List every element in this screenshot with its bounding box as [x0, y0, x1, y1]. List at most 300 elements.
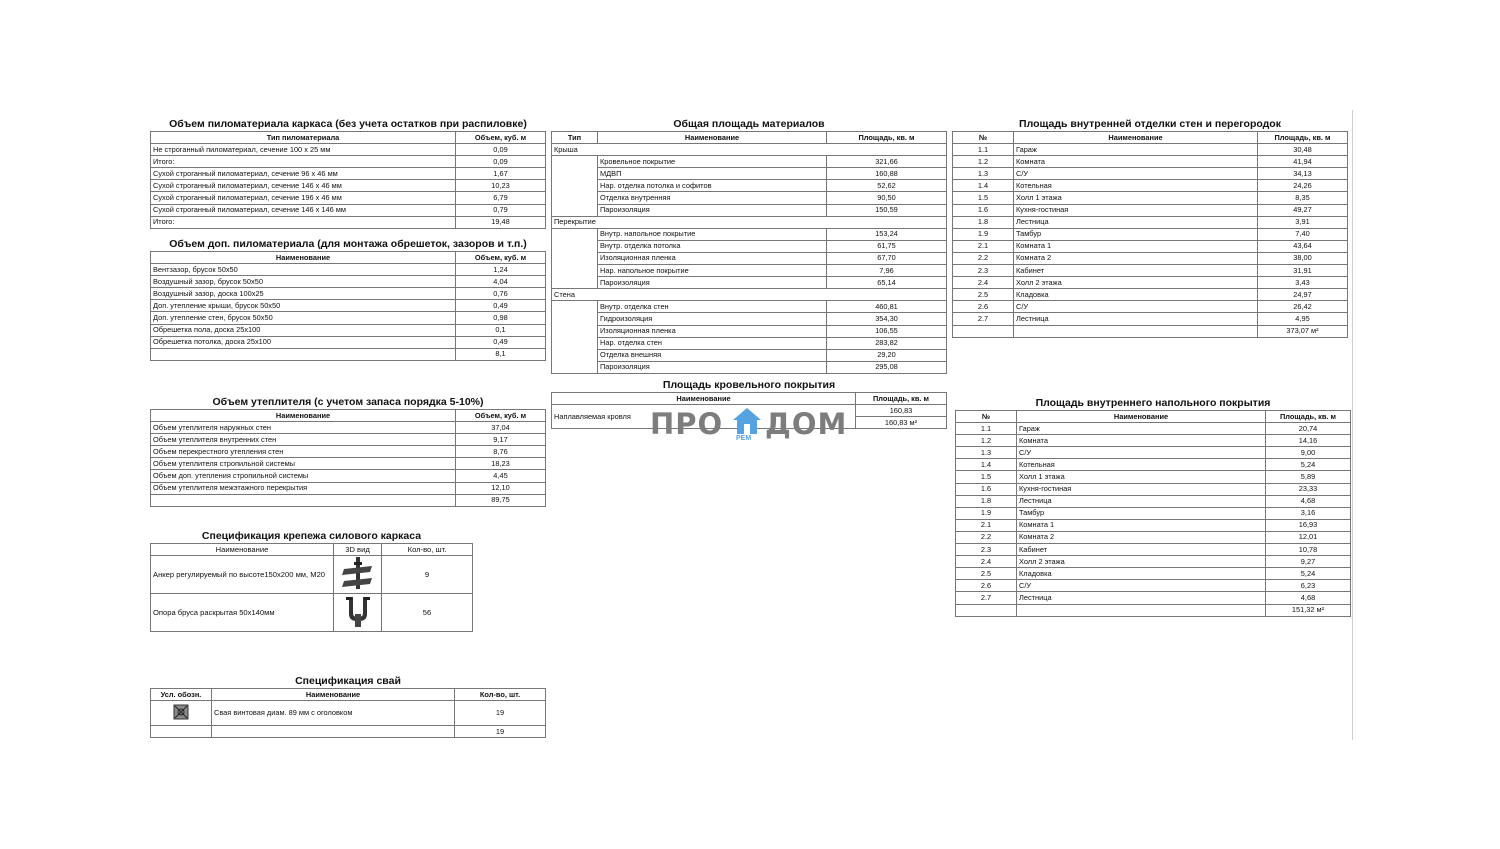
room-area: 3,43 [1258, 277, 1348, 289]
room-area: 41,94 [1258, 156, 1348, 168]
material-name: Внутр. отделка потолка [598, 240, 827, 252]
row-label: Объем утеплителя наружных стен [151, 422, 456, 434]
header-cell: Наименование [151, 544, 334, 556]
adjustable-anchor-icon [334, 556, 382, 594]
row-value: 12,10 [456, 482, 546, 494]
room-name: Лестница [1014, 313, 1258, 325]
room-name: Кухня-гостиная [1014, 204, 1258, 216]
wall-finish-section [952, 118, 1348, 338]
table-row [151, 276, 546, 288]
total-row [151, 348, 546, 360]
lumber-title: Объем пиломатериала каркаса (без учета остатков при распиловке) [169, 118, 527, 130]
material-area: 354,30 [827, 313, 947, 325]
table-row [953, 228, 1348, 240]
room-area: 4,68 [1266, 592, 1351, 604]
room-area: 34,13 [1258, 168, 1348, 180]
room-name: Комната [1017, 435, 1266, 447]
fastener-name: Анкер регулируемый по высоте150х200 мм, М20 [151, 556, 334, 594]
table-row [552, 301, 947, 313]
materials-table [551, 131, 947, 374]
header-cell: Наименование [212, 689, 455, 701]
row-value: 0,09 [456, 156, 546, 168]
fastener-name: Опора бруса раскрытая 50х140мм [151, 594, 334, 632]
row-value: 1,24 [456, 264, 546, 276]
extra-lumber-table [150, 251, 546, 361]
room-area: 3,91 [1258, 216, 1348, 228]
table-row [956, 544, 1351, 556]
room-number: 2.2 [956, 531, 1017, 543]
room-name: Комната 1 [1014, 240, 1258, 252]
row-label: Объем перекрестного утепления стен [151, 446, 456, 458]
material-name: Изоляционная пленка [598, 252, 827, 264]
roofing-value: 160,83 [856, 405, 947, 417]
table-row [956, 592, 1351, 604]
table-row [552, 361, 947, 373]
header-cell: Наименование [552, 393, 856, 405]
total-value: 8,1 [456, 348, 546, 360]
material-area: 7,96 [827, 265, 947, 277]
room-number: 1.1 [956, 423, 1017, 435]
header-cell: Наименование [598, 132, 827, 144]
table-row [953, 252, 1348, 264]
material-area: 160,88 [827, 168, 947, 180]
piles-title: Спецификация свай [295, 675, 401, 687]
table-row [552, 228, 947, 240]
pile-qty: 19 [455, 701, 546, 726]
page-border-line [1352, 110, 1353, 740]
material-area: 283,82 [827, 337, 947, 349]
material-name: Отделка внутренняя [598, 192, 827, 204]
room-number: 2.3 [956, 544, 1017, 556]
table-row [956, 435, 1351, 447]
insulation-title: Объем утеплителя (с учетом запаса порядка 5-10%) [212, 396, 484, 408]
materials-section [551, 118, 947, 374]
room-area: 3,16 [1266, 507, 1351, 519]
room-number: 1.9 [956, 507, 1017, 519]
table-row [953, 216, 1348, 228]
header-cell: 3D вид [334, 544, 382, 556]
prodom-watermark-logo [650, 403, 850, 445]
table-row [552, 252, 947, 264]
extra-lumber-section [150, 238, 546, 361]
table-row [953, 313, 1348, 325]
room-number: 1.1 [953, 144, 1014, 156]
material-name: Кровельное покрытие [598, 156, 827, 168]
room-area: 5,24 [1266, 568, 1351, 580]
table-header [552, 132, 947, 144]
group-type: Перекрытие [552, 216, 598, 228]
room-name: С/У [1014, 168, 1258, 180]
material-name: Внутр. отделка стен [598, 301, 827, 313]
fasteners-table [150, 543, 473, 632]
room-name: С/У [1014, 301, 1258, 313]
room-number: 1.3 [953, 168, 1014, 180]
extra-lumber-title: Объем доп. пиломатериала (для монтажа обрешеток, зазоров и т.п.) [169, 238, 527, 250]
table-row [552, 168, 947, 180]
room-area: 26,42 [1258, 301, 1348, 313]
total-value: 151,32 м² [1266, 604, 1351, 616]
room-number: 2.1 [956, 519, 1017, 531]
room-name: Комната 2 [1017, 531, 1266, 543]
row-label: Доп. утепление стен, брусок 50х50 [151, 312, 456, 324]
watermark-text-left: ПРО [650, 407, 724, 441]
pile-name: Свая винтовая диам. 89 мм с оголовком [212, 701, 455, 726]
row-value: 0,09 [456, 144, 546, 156]
room-name: Комната [1014, 156, 1258, 168]
row-label: Объем доп. утепления стропильной системы [151, 470, 456, 482]
header-cell: Тип пиломатериала [151, 132, 456, 144]
table-row [953, 168, 1348, 180]
total-row [151, 156, 546, 168]
table-header [151, 410, 546, 422]
table-row [151, 470, 546, 482]
room-name: Лестница [1014, 216, 1258, 228]
header-cell: Площадь, кв. м [827, 132, 947, 144]
room-number: 1.5 [956, 471, 1017, 483]
room-name: Холл 2 этажа [1014, 277, 1258, 289]
room-number: 2.5 [956, 568, 1017, 580]
wall-finish-table [952, 131, 1348, 338]
material-name: Внутр. напольное покрытие [598, 228, 827, 240]
table-row [956, 459, 1351, 471]
table-row [151, 324, 546, 336]
room-name: Кладовка [1017, 568, 1266, 580]
total-value: 373,07 м² [1258, 325, 1348, 337]
table-row [953, 144, 1348, 156]
row-value: 4,04 [456, 276, 546, 288]
row-value: 0,79 [456, 204, 546, 216]
table-row [151, 192, 546, 204]
table-row [151, 422, 546, 434]
material-area: 52,62 [827, 180, 947, 192]
table-row [151, 144, 546, 156]
header-cell: Площадь, кв. м [856, 393, 947, 405]
row-value: 0,76 [456, 288, 546, 300]
room-area: 9,00 [1266, 447, 1351, 459]
total-row [151, 216, 546, 228]
table-row [151, 264, 546, 276]
room-area: 49,27 [1258, 204, 1348, 216]
table-row [552, 265, 947, 277]
material-name: Нар. отделка потолка и софитов [598, 180, 827, 192]
total-value: 89,75 [456, 494, 546, 506]
material-area: 106,55 [827, 325, 947, 337]
row-label: Сухой строганный пиломатериал, сечение 146 х 46 мм [151, 180, 456, 192]
table-row [151, 482, 546, 494]
table-row [956, 556, 1351, 568]
table-row [151, 434, 546, 446]
floor-finish-title: Площадь внутреннего напольного покрытия [1035, 397, 1271, 409]
header-cell: Наименование [151, 410, 456, 422]
table-row [151, 300, 546, 312]
room-name: Тамбур [1017, 507, 1266, 519]
room-area: 31,91 [1258, 265, 1348, 277]
row-label: Обрешетка потолка, доска 25х100 [151, 336, 456, 348]
table-row [953, 204, 1348, 216]
header-cell: Кол-во, шт. [455, 689, 546, 701]
row-value: 4,45 [456, 470, 546, 482]
room-name: Кладовка [1014, 289, 1258, 301]
table-row [956, 495, 1351, 507]
table-row [151, 168, 546, 180]
room-area: 7,40 [1258, 228, 1348, 240]
table-row [151, 204, 546, 216]
row-label: Не строганный пиломатериал, сечение 100 х 25 мм [151, 144, 456, 156]
room-name: Кухня-гостиная [1017, 483, 1266, 495]
floor-finish-table [955, 410, 1351, 617]
row-label: Воздушный зазор, брусок 50х50 [151, 276, 456, 288]
header-cell: № [953, 132, 1014, 144]
table-row [552, 349, 947, 361]
room-number: 1.6 [956, 483, 1017, 495]
table-row [953, 156, 1348, 168]
material-name: Нар. напольное покрытие [598, 265, 827, 277]
row-value: 37,04 [456, 422, 546, 434]
room-name: Лестница [1017, 495, 1266, 507]
header-cell: Тип [552, 132, 598, 144]
room-area: 14,16 [1266, 435, 1351, 447]
header-cell: Наименование [1014, 132, 1258, 144]
group-row [552, 216, 947, 228]
header-cell: Кол-во, шт. [382, 544, 473, 556]
table-row [552, 325, 947, 337]
insulation-section [150, 396, 546, 507]
room-area: 23,33 [1266, 483, 1351, 495]
table-row [953, 265, 1348, 277]
watermark-text-right: ДОМ [765, 407, 848, 441]
table-row [956, 568, 1351, 580]
row-label: Обрешетка пола, доска 25х100 [151, 324, 456, 336]
material-area: 90,50 [827, 192, 947, 204]
table-header [956, 411, 1351, 423]
table-row [956, 531, 1351, 543]
total-value: 19 [455, 726, 546, 738]
room-number: 2.4 [953, 277, 1014, 289]
material-area: 321,66 [827, 156, 947, 168]
table-header [151, 689, 546, 701]
room-number: 2.2 [953, 252, 1014, 264]
header-cell: Усл. обозн. [151, 689, 212, 701]
row-label: Итого: [151, 156, 456, 168]
room-number: 2.5 [953, 289, 1014, 301]
table-row [956, 423, 1351, 435]
room-number: 1.5 [953, 192, 1014, 204]
table-row [552, 337, 947, 349]
row-label: Объем утеплителя межэтажного перекрытия [151, 482, 456, 494]
room-area: 9,27 [1266, 556, 1351, 568]
watermark-subtext: РЕМ [736, 435, 752, 442]
room-area: 43,64 [1258, 240, 1348, 252]
table-header [151, 252, 546, 264]
header-cell: Объем, куб. м [456, 252, 546, 264]
header-cell: Наименование [1017, 411, 1266, 423]
header-cell: Площадь, кв. м [1258, 132, 1348, 144]
table-row [953, 240, 1348, 252]
fastener-qty: 56 [382, 594, 473, 632]
total-row [956, 604, 1351, 616]
room-area: 8,35 [1258, 192, 1348, 204]
room-area: 24,97 [1258, 289, 1348, 301]
room-name: С/У [1017, 447, 1266, 459]
header-cell: № [956, 411, 1017, 423]
room-name: Холл 1 этажа [1014, 192, 1258, 204]
table-row [956, 447, 1351, 459]
group-row [552, 289, 947, 301]
table-row [953, 289, 1348, 301]
room-number: 1.3 [956, 447, 1017, 459]
material-area: 153,24 [827, 228, 947, 240]
material-name: Пароизоляция [598, 277, 827, 289]
material-area: 295,08 [827, 361, 947, 373]
table-row [552, 313, 947, 325]
total-row [953, 325, 1348, 337]
pile-symbol-icon [151, 701, 212, 726]
total-row [151, 726, 546, 738]
row-label: Сухой строганный пиломатериал, сечение 146 х 146 мм [151, 204, 456, 216]
header-cell: Наименование [151, 252, 456, 264]
beam-support-icon [334, 594, 382, 632]
room-number: 1.4 [956, 459, 1017, 471]
table-row [151, 458, 546, 470]
material-area: 61,75 [827, 240, 947, 252]
room-number: 1.9 [953, 228, 1014, 240]
room-area: 4,68 [1266, 495, 1351, 507]
room-number: 1.4 [953, 180, 1014, 192]
row-label: Воздушный зазор, доска 100х25 [151, 288, 456, 300]
lumber-section [150, 118, 546, 229]
house-icon [732, 407, 762, 435]
room-name: Холл 1 этажа [1017, 471, 1266, 483]
row-value: 10,23 [456, 180, 546, 192]
room-name: Котельная [1017, 459, 1266, 471]
wall-finish-title: Площадь внутренней отделки стен и перегородок [1019, 118, 1281, 130]
header-cell: Площадь, кв. м [1266, 411, 1351, 423]
row-label: Объем утеплителя внутренних стен [151, 434, 456, 446]
material-name: МДВП [598, 168, 827, 180]
piles-table [150, 688, 546, 738]
room-name: Комната 2 [1014, 252, 1258, 264]
room-number: 1.2 [956, 435, 1017, 447]
row-value: 0,49 [456, 300, 546, 312]
row-label: Сухой строганный пиломатериал, сечение 96 х 46 мм [151, 168, 456, 180]
row-value: 18,23 [456, 458, 546, 470]
material-area: 460,81 [827, 301, 947, 313]
room-area: 6,23 [1266, 580, 1351, 592]
roofing-name: Наплавляемая кровля [552, 405, 856, 429]
materials-title: Общая площадь материалов [673, 118, 825, 130]
room-name: Гараж [1017, 423, 1266, 435]
table-row [552, 180, 947, 192]
room-name: Тамбур [1014, 228, 1258, 240]
room-name: С/У [1017, 580, 1266, 592]
room-area: 20,74 [1266, 423, 1351, 435]
insulation-table [150, 409, 546, 507]
material-area: 150,59 [827, 204, 947, 216]
room-number: 2.6 [956, 580, 1017, 592]
row-value: 0,49 [456, 336, 546, 348]
row-value: 19,48 [456, 216, 546, 228]
row-label: Сухой строганный пиломатериал, сечение 196 х 46 мм [151, 192, 456, 204]
table-row [151, 701, 546, 726]
roofing-title: Площадь кровельного покрытия [662, 379, 836, 391]
row-value: 1,67 [456, 168, 546, 180]
floor-finish-section [955, 397, 1351, 617]
table-row [956, 483, 1351, 495]
room-area: 5,24 [1266, 459, 1351, 471]
table-row [151, 180, 546, 192]
header-cell: Объем, куб. м [456, 410, 546, 422]
total-value: 160,83 м² [856, 417, 947, 429]
material-name: Пароизоляция [598, 204, 827, 216]
room-area: 4,95 [1258, 313, 1348, 325]
room-area: 12,01 [1266, 531, 1351, 543]
room-name: Гараж [1014, 144, 1258, 156]
piles-section [150, 675, 546, 738]
room-name: Котельная [1014, 180, 1258, 192]
room-area: 24,26 [1258, 180, 1348, 192]
material-name: Отделка внешняя [598, 349, 827, 361]
fasteners-section [150, 530, 473, 632]
table-row [956, 471, 1351, 483]
table-row [151, 288, 546, 300]
row-value: 0,1 [456, 324, 546, 336]
table-row [953, 180, 1348, 192]
table-row [956, 507, 1351, 519]
group-type: Стена [552, 289, 598, 301]
room-number: 2.1 [953, 240, 1014, 252]
room-number: 1.8 [956, 495, 1017, 507]
row-label: Доп. утепление крыши, брусок 50х50 [151, 300, 456, 312]
room-area: 38,00 [1258, 252, 1348, 264]
room-area: 16,93 [1266, 519, 1351, 531]
fasteners-title: Спецификация крепежа силового каркаса [201, 530, 422, 542]
material-area: 65,14 [827, 277, 947, 289]
table-header [151, 132, 546, 144]
room-number: 1.8 [953, 216, 1014, 228]
room-name: Комната 1 [1017, 519, 1266, 531]
table-row [953, 192, 1348, 204]
row-label: Вентзазор, брусок 50х50 [151, 264, 456, 276]
room-area: 30,48 [1258, 144, 1348, 156]
material-area: 67,70 [827, 252, 947, 264]
room-name: Кабинет [1014, 265, 1258, 277]
room-number: 2.4 [956, 556, 1017, 568]
row-value: 0,98 [456, 312, 546, 324]
table-row [552, 192, 947, 204]
room-number: 1.6 [953, 204, 1014, 216]
fastener-qty: 9 [382, 556, 473, 594]
material-name: Нар. отделка стен [598, 337, 827, 349]
row-value: 9,17 [456, 434, 546, 446]
table-row [552, 156, 947, 168]
material-area: 29,20 [827, 349, 947, 361]
table-row [953, 277, 1348, 289]
room-name: Лестница [1017, 592, 1266, 604]
total-row [151, 494, 546, 506]
lumber-table [150, 131, 546, 229]
row-label: Объем утеплителя стропильной системы [151, 458, 456, 470]
room-number: 2.3 [953, 265, 1014, 277]
room-number: 2.7 [953, 313, 1014, 325]
room-area: 10,78 [1266, 544, 1351, 556]
table-header [953, 132, 1348, 144]
row-value: 8,76 [456, 446, 546, 458]
table-row [552, 277, 947, 289]
room-name: Холл 2 этажа [1017, 556, 1266, 568]
header-cell: Объем, куб. м [456, 132, 546, 144]
table-row [151, 556, 473, 594]
table-row [953, 301, 1348, 313]
